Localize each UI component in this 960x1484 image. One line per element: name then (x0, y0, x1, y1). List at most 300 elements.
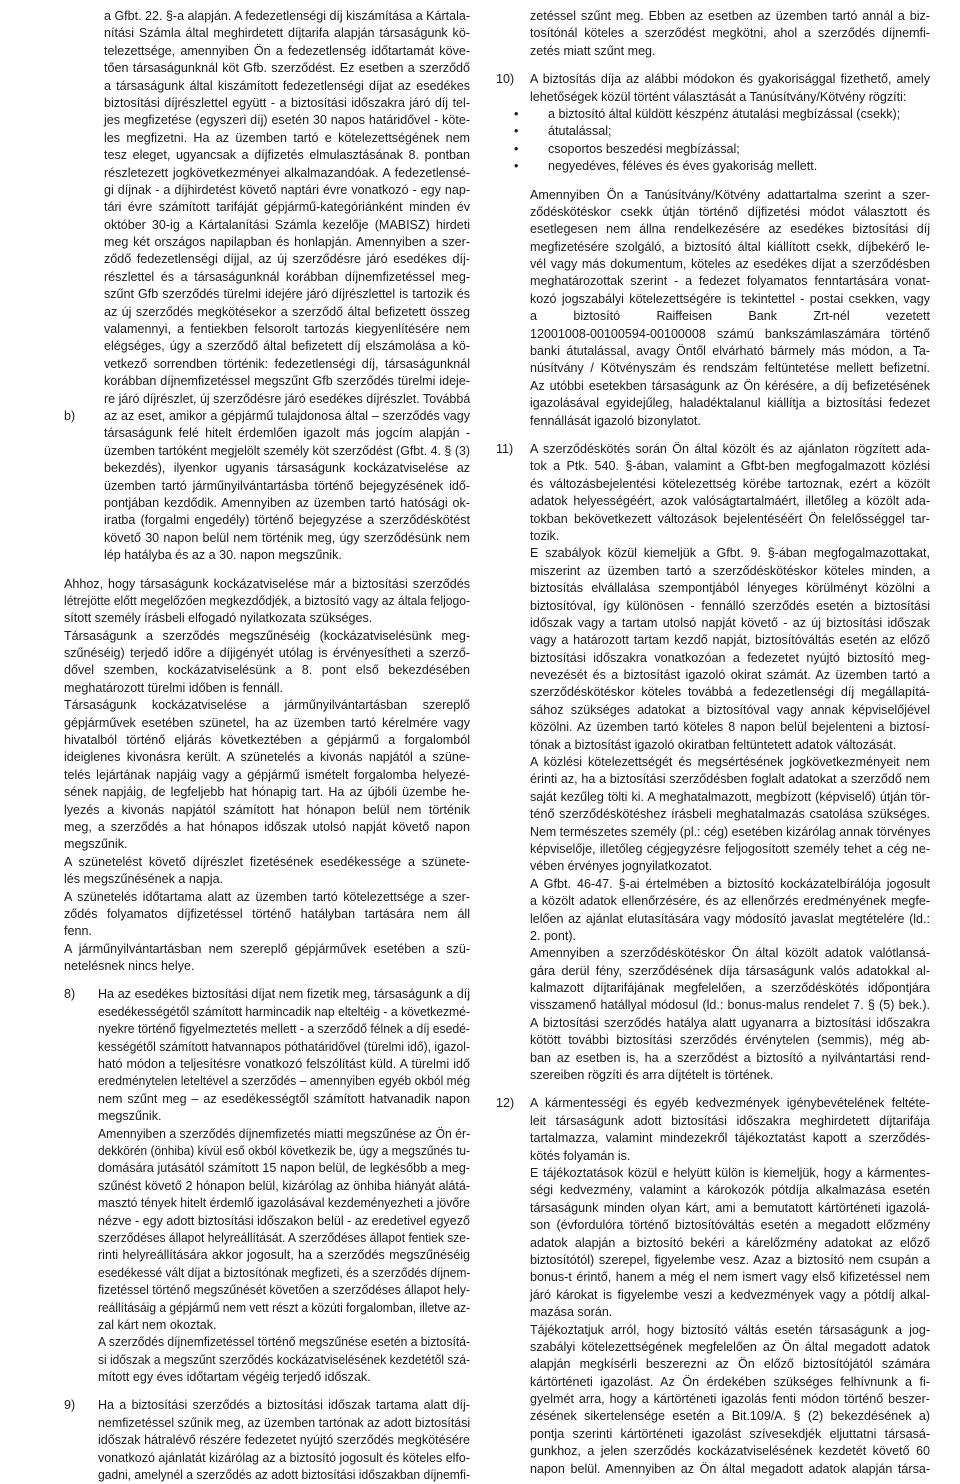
text-line (64, 182, 470, 199)
line-text: biztosítótól) szerepel, figyelembe vesz. Azaz a biztosító nem csupán a (530, 1252, 930, 1267)
line-text: biztosítási időszakra vonatkozóan a fedezetet nyújtó biztosító meg- (530, 650, 930, 665)
line-text: kártörténeti igazolást. Az Ön érdekében szükséges felhívnunk a fi- (530, 1374, 930, 1389)
line-text: közölni. Az üzemben tartó köteles 8 napon belül bejelenteni a biztosí- (530, 720, 930, 735)
text-line (496, 737, 930, 754)
line-text: mazása során. (530, 1305, 613, 1320)
line-text: 12001008-00100594-00100008 számú bankszámlaszámára történő (530, 326, 930, 341)
line-text: E tájékoztatások közül e helyütt külön is kiemeljük, hogy a kármentes- (530, 1166, 930, 1180)
text-line (64, 1091, 470, 1108)
line-text: ződéskötéskor csekk útján történő díjfizetési módot választott és (530, 204, 930, 219)
line-text: igazolásával egyidejűleg, haladéktalanul kiállítja a biztosítási fedezet (530, 396, 930, 411)
text-line (496, 493, 930, 510)
text-line (64, 715, 470, 732)
line-text: korábban díjnemfizetéssel megszűnt Gfb szerződés türelmi ideje- (104, 374, 470, 389)
line-text: szereiben rögzíti és arra díjtételt is történek. (530, 1068, 774, 1083)
line-text: lehetőségek közül történt választását a Tanúsítvány/Kötvény rögzíti: (530, 89, 907, 104)
line-text: szerződéskötéskor köteles továbbá a fedezetlenségi díj megállapítá- (530, 685, 930, 700)
line-text: szűnést követő 2 hónapon belül, kizárólag az önhiba hiányát alátá- (98, 1178, 470, 1193)
text-line (64, 321, 470, 338)
line-text: tően társaságunknál köt Gfb. szerződést. Ez esetben a szerződő (104, 61, 470, 76)
text-line (64, 1432, 470, 1449)
line-text: a társaságunk által kiszámított fedezetlenségi díjat az esedékes (104, 78, 470, 93)
line-text: megszűnik. (64, 837, 128, 852)
line-text: dekkörén (önhiba) kívül eső okból következik be, úgy a megszűnés tu- (98, 1144, 470, 1158)
line-text: meg két országos napilapban és honlapján. Amennyiben a szer- (104, 235, 470, 250)
line-text: meghatározottak szerint - a fedezet folyamatos fenntartására vonat- (530, 274, 930, 289)
text-line (496, 702, 930, 719)
text-line (64, 593, 470, 610)
line-text: miszerint az üzemben tartó a szerződéskötéskor köteles minden, a (530, 563, 930, 578)
paragraph-gap (64, 565, 470, 576)
line-text: követő 30 napon belül nem történik meg, úgy szerződésünk nem (104, 530, 470, 545)
line-text: napon belül. Amennyiben az Ön által megadott adatok alapján társa- (530, 1461, 930, 1476)
text-line (496, 824, 930, 841)
text-line (496, 754, 930, 771)
line-text: Az utóbbi esetekben társaságunk az Ön kérésére, a díj befizetésének (530, 378, 930, 393)
line-text: Nem természetes személy (pl.: cég) esetében kizárólag annak törvényes (530, 824, 930, 839)
line-text: átutalással; (548, 124, 612, 139)
line-text: dővel szemben, kockázatviselésünk a 8. pont első bekezdésében (64, 663, 470, 678)
line-text: október 30-ig a Kártalanítási Számla kezelője (MABISZ) hirdeti (104, 217, 470, 232)
text-line (496, 239, 930, 256)
text-line (64, 1056, 470, 1073)
line-text: tok a Ptk. 540. §-ában, valamint a Gfbt-ben megfogalmazott közlési (530, 459, 930, 474)
text-line (496, 771, 930, 788)
line-text: vében érvényes jognyilatkozatot. (530, 859, 713, 874)
text-line (496, 911, 930, 928)
line-text: részlettel és a társaságunknál korábban díjnemfizetéssel meg- (104, 269, 470, 284)
line-text: A szerződéskötés során Ön által közölt és az ajánlaton rögzített ada- (530, 441, 930, 456)
line-text: nemfizetéssel szűnik meg, az üzemben tartónak az adott biztosítási (98, 1415, 470, 1430)
line-text: visszamenő hatállyal módosul (ld.: bonus-malus rendelet 7. § (5) bek.). (530, 998, 930, 1013)
text-line (496, 1095, 930, 1112)
text-line (496, 1113, 930, 1130)
line-text: tartalmazza, valamint mindezekről tájékoztatást kapott a szerződés- (530, 1131, 930, 1146)
line-text: tokban bekövetkezett változások bejelentéséért Ön felelősséggel tar- (530, 511, 930, 526)
text-line (496, 1050, 930, 1067)
text-line (496, 1426, 930, 1443)
text-line (496, 858, 930, 875)
line-text: társaságunk felé hitelt érdemlően igazolt más jogcím alapján - (104, 426, 470, 441)
text-line (64, 1247, 470, 1264)
line-text: ban az esetben is, ha a szerződést a biztosító a nyilvántartási rend- (530, 1050, 930, 1065)
line-text: eredménytelen leteltével a szerződés – amennyiben egyéb okból még (98, 1074, 470, 1089)
line-text: son (évfordulóra történő biztosítóváltás esetén a megadott előzmény (530, 1218, 930, 1233)
line-text: zésének sikertelensége esetén a Bit.109/A. § (2) bekezdésének a) (530, 1409, 930, 1424)
text-line (64, 889, 470, 906)
text-line (496, 1408, 930, 1425)
line-text: Tájékoztatjuk arról, hogy biztosító váltás esetén társaságunk a jog- (530, 1322, 930, 1337)
line-text: vonatkozó ajánlatát kizárólag az a biztosító jogosult és köteles elfo- (98, 1450, 470, 1465)
line-text: banki átutalással, avagy Öntől elvárható bármely más módon, a Ta- (530, 344, 930, 359)
text-line (496, 598, 930, 615)
line-text: telés lejártának napjáig vagy a gépjármű ismételt forgalomba helyezé- (64, 767, 470, 782)
text-line (496, 980, 930, 997)
text-line (496, 123, 930, 140)
text-line (64, 112, 470, 129)
right-column (496, 8, 930, 1478)
text-line (64, 767, 470, 784)
text-line (496, 1200, 930, 1217)
left-column (64, 8, 470, 1484)
list-marker: 11) (496, 441, 514, 456)
text-line (64, 269, 470, 286)
line-text: megfizetésére szolgáló, a biztosító által kiállított csekk, díjbekérő le- (530, 239, 930, 254)
text-line (496, 1391, 930, 1408)
text-line (496, 141, 930, 158)
bullet-icon: • (514, 159, 519, 174)
text-line (64, 1467, 470, 1484)
text-line (496, 1322, 930, 1339)
text-line (64, 958, 470, 975)
line-text: Ahhoz, hogy társaságunk kockázatviselése már a biztosítási szerződés (64, 576, 470, 591)
text-line (496, 360, 930, 377)
line-text: pontja szerinti kártörténeti igazolást szívesekdjék eljuttatni társasá- (530, 1426, 930, 1441)
line-text: A biztosítási szerződés hatálya alatt ugyanarra a biztosítási időszakra (530, 1015, 930, 1030)
text-line (496, 580, 930, 597)
line-text: kötés folyamán is. (530, 1148, 631, 1163)
line-text: hivatalból történő eljárás következtében a gépjármű a forgalomból (64, 733, 470, 748)
line-text: a biztosító által küldött készpénz átutalási megbízással (csekk); (548, 106, 901, 121)
text-line (64, 25, 470, 42)
line-text: ségi kedvezmény, valamint a károkozók pótdíja alkalmazása esetén (530, 1183, 930, 1198)
line-text: gadni, amelynél a szerződés az adott biztosítási időszakban díjnemfi- (98, 1468, 470, 1483)
text-line (496, 8, 930, 25)
paragraph-gap (64, 1386, 470, 1397)
line-text: a biztosító Raiffeisen Bank Zrt-nél vezetett (530, 309, 930, 324)
text-line (64, 923, 470, 940)
text-line (496, 997, 930, 1014)
line-text: masztó tények hitelt érdemlő igazolásával kezdeményezheti a jövőre (98, 1196, 470, 1211)
text-line (64, 576, 470, 593)
line-text: gunkhoz, a jelen szerződés kockázatviselésének kezdetét követő 60 (530, 1444, 930, 1459)
text-line (496, 291, 930, 308)
text-line (64, 1334, 470, 1351)
text-line (64, 1213, 470, 1230)
line-text: képviselője, illetőleg cégjegyzésre feljogosított személy tehet a cég ne- (530, 841, 930, 856)
text-line (64, 78, 470, 95)
line-text: rinti helyreállítására akkor jogosult, ha a szerződés megszűnéséig (98, 1248, 470, 1263)
line-text: E szabályok közül kiemeljük a Gfbt. 9. §-ában megfogalmazottakat, (530, 546, 930, 561)
line-text: nítási Számla által meghirdetett díjtarifa alapján társaságunk kö- (104, 26, 470, 41)
line-text: Ha a biztosítási szerződés a biztosítási időszak tartama alatt díj- (98, 1398, 470, 1413)
text-line (496, 204, 930, 221)
text-line (496, 928, 930, 945)
line-text: kességétől számított hatvannapos póthatáridővel (türelmi idő), igazol- (98, 1039, 470, 1054)
line-text: lyezés a kivonás napjától számított hat hónapon belül nem történik (64, 802, 470, 817)
text-line (496, 441, 930, 458)
line-text: esedékességétől számított harmincadik nap elteltéig - a következmé- (98, 1004, 470, 1019)
line-text: adatok alapján a biztosító bekéri a kárelőzmény adatokat az előző (530, 1235, 930, 1250)
line-text: megszűnik. (98, 1109, 162, 1124)
text-line (496, 545, 930, 562)
line-text: zal kárt nem okoztak. (98, 1317, 217, 1332)
text-line (64, 854, 470, 871)
text-line (64, 478, 470, 495)
text-line (496, 1165, 930, 1182)
text-line (496, 1130, 930, 1147)
line-text: a közölt adatok ellenőrzésére, és az ellenőrzés eredményének megfe- (530, 894, 930, 909)
text-line (64, 304, 470, 321)
text-line (64, 60, 470, 77)
text-line (496, 963, 930, 980)
line-text: ideiglenes kivonásra került. A szünetelés a kivonás napjától a szüne- (64, 750, 470, 765)
text-line (64, 906, 470, 923)
text-line (496, 343, 930, 360)
text-line (64, 443, 470, 460)
text-line (64, 495, 470, 512)
text-line (64, 251, 470, 268)
line-text: negyedéves, féléves és éves gyakoriság mellett. (548, 159, 818, 174)
text-line (496, 719, 930, 736)
text-line (64, 986, 470, 1003)
line-text: az az eset, amikor a gépjármű tulajdonosa által – szerződés vagy (104, 408, 470, 423)
text-line (496, 1252, 930, 1269)
line-text: társaságunk minden olyan kárt, ami a bemutatott kártörténeti igazolá- (530, 1200, 930, 1215)
line-text: ződő fedezetlenségi díjjal, az új szerződésre járó esedékes díj- (104, 252, 470, 267)
line-text: tosítónál köteles a szerződést megkötni, ahol a szerződés díjnemfi- (530, 26, 930, 41)
line-text: gi díjnak - a díjhirdetést követő naptári évre vonatkozó - egy nap- (104, 182, 470, 197)
text-line (496, 1235, 930, 1252)
line-text: saját kezűleg tölti ki. A meghatalmazott, megbízott (képviselő) útján tör- (530, 789, 930, 804)
line-text: A szünetelést követő díjrészlet fizetésének esedékessége a szünete- (64, 854, 470, 869)
list-marker: 10) (496, 72, 515, 87)
text-line (496, 43, 930, 60)
line-text: A biztosítás díja az alábbi módokon és gyakorisággal fizethető, amely (530, 72, 930, 87)
line-text: időszak vagy a tartam utolsó napját követő - az új biztosítási időszak (530, 615, 930, 630)
text-line (496, 187, 930, 204)
line-text: núsítvány / Kötvényszám és rendszám feltüntetése mellett befizetni. (530, 361, 930, 376)
text-line (64, 1126, 470, 1143)
text-line (496, 650, 930, 667)
line-text: meghatározott türelmi időben is fennáll. (64, 680, 283, 695)
text-line (64, 645, 470, 662)
paragraph-gap (496, 176, 930, 187)
text-line (64, 1039, 470, 1056)
text-line (64, 356, 470, 373)
line-text: iratba (forgalmi engedély) történő bejegyzése a szerződéskötést (104, 513, 470, 528)
line-text: nézve - egy adott biztosítási időszakon belül - az eredetivel egyező (98, 1213, 470, 1228)
line-text: nem szűnt meg – az esedékességtől számított hatvanadik napon (98, 1091, 470, 1106)
text-line (496, 876, 930, 893)
line-text: biztosítási díjrészlettel együtt - a biztosítási időszakra járó díj tel- (104, 95, 470, 110)
line-text: A járműnyilvántartásban nem szereplő gépjárművek esetében a szü- (64, 941, 470, 956)
text-line (64, 784, 470, 801)
text-line (496, 413, 930, 430)
line-text: elégséges, úgy a szerződő által befizetett díj elszámolása a kö- (104, 339, 470, 354)
text-line (496, 1443, 930, 1460)
text-line (64, 165, 470, 182)
line-text: lés megszűnésének a napja. (64, 872, 224, 887)
text-line (496, 1356, 930, 1373)
line-text: kalmazott díjtarifájának megfelelően, a szerződéskötés időpontjára (530, 981, 930, 996)
text-line (496, 395, 930, 412)
text-line (64, 610, 470, 627)
text-line (64, 1230, 470, 1247)
text-line (496, 1374, 930, 1391)
text-line (64, 1108, 470, 1125)
text-line (64, 1300, 470, 1317)
line-text: pontjában kezdődik. Amennyiben az üzemben tartó hatósági ok- (104, 495, 470, 510)
list-marker: b) (64, 408, 76, 423)
line-text: szűnt Gfb szerződés türelmi idejére járó díjrészlettel is tartozik és (104, 287, 470, 302)
text-line (64, 1160, 470, 1177)
text-line (64, 512, 470, 529)
line-text: szűnéséig) terjedő időre a díjigényét utólag is érvényesítheti a szerző- (64, 646, 470, 661)
text-line (64, 1004, 470, 1021)
text-line (496, 273, 930, 290)
line-text: időszak hátralévő részére fedezetet nyújtó szerződés megkötésére (98, 1433, 470, 1448)
text-line (64, 391, 470, 408)
text-line (64, 749, 470, 766)
line-text: tónak a biztosítást igazoló okiratban feltüntetett adatok változását. (530, 737, 897, 752)
list-marker: 12) (496, 1096, 515, 1111)
line-text: leit társaságunk adott biztosítási időszakra meghirdetett díjtarifája (530, 1113, 930, 1128)
line-text: A kármentességi és egyéb kedvezmények igénybevételének feltéte- (530, 1096, 930, 1111)
line-text: nyekre történő figyelmeztetés mellett - a szerződő félnek a díj esedé- (98, 1022, 470, 1037)
line-text: Társaságunk kockázatviselése a járműnyilvántartásban szereplő (64, 698, 470, 713)
line-text: lép hatályba és az a 30. napon megszűnik. (104, 548, 342, 563)
line-text: esedékessé vált díjat a biztosítónak megfizeti, és a szerződés díjnem- (98, 1265, 470, 1280)
text-line (64, 547, 470, 564)
text-line (496, 841, 930, 858)
line-text: tesz eleget, ugyancsak a díjfizetés elmulasztásának 8. pontban (104, 148, 470, 163)
line-text: fennállását igazoló bizonylatot. (530, 413, 701, 428)
line-text: üzemben tartóként megjelölt személy köt szerződést (Gfbt. 4. § (3) (104, 443, 470, 458)
line-text: szerződéses állapot helyreállítását. A szerződéses állapot fentiek sze- (98, 1230, 470, 1245)
text-line (496, 458, 930, 475)
text-line (496, 308, 930, 325)
list-marker: 9) (64, 1398, 76, 1413)
line-text: sének napjáig, de legfeljebb hat hónapig tart. Ha az újbóli üzembe he- (64, 785, 470, 800)
line-text: domására jutásától számított 15 napon belül, de legkésőbb a meg- (98, 1161, 470, 1176)
line-text: sított személy írásbeli elfogadó nyilatkozata szükséges. (64, 611, 373, 626)
text-line (496, 1148, 930, 1165)
line-text: telezettsége, amennyiben Ön a fedezetlenség időtartamát köve- (104, 43, 470, 58)
line-text: részletezett jogkövetkezményei alkalmazandóak. A fedezetlensé- (104, 165, 470, 180)
line-text: biztosítás elvállalása szempontjából lényeges körülményt közölni a (530, 581, 930, 596)
line-text: A szünetelés időtartama alatt az üzemben tartó kötelezettsége a szer- (64, 889, 470, 904)
line-text: Amennyiben a szerződés díjnemfizetés miatti megszűnése az Ön ér- (98, 1126, 470, 1141)
line-text: Társaságunk a szerződés megszűnéséig (kockázatviselésünk meg- (64, 628, 470, 643)
line-text: érinti az, ha a biztosítási szerződésben foglalt adatokat a szerződő nem (530, 772, 930, 787)
text-line (64, 697, 470, 714)
line-text: ténő szerződéskötéshez írásbeli meghatalmazás csatolása szükséges. (530, 807, 930, 822)
line-text: ható módon a teljesítésre vonatkozó felszólítást küld. A türelmi idő (98, 1057, 470, 1072)
text-line (496, 25, 930, 42)
text-line (496, 945, 930, 962)
line-text: vetkező sorrendben történik: fedezetlenségi díj, társaságunknál (104, 356, 470, 371)
text-line (496, 221, 930, 238)
line-text: csoportos beszedési megbízással; (548, 141, 740, 156)
text-line (64, 1195, 470, 1212)
text-line (64, 1450, 470, 1467)
text-line (64, 1397, 470, 1414)
line-text: fenn. (64, 924, 92, 939)
paragraph-gap (496, 1084, 930, 1095)
text-line (496, 71, 930, 88)
text-line (64, 286, 470, 303)
line-text: üzemben tartó járműnyilvántartásba történő bejegyzésének idő- (104, 478, 470, 493)
line-text: járó károkat is figyelembe veszi a kedvezmények vagy a pótdíj alkal- (530, 1287, 930, 1302)
bullet-icon: • (514, 124, 519, 139)
bullet-icon: • (514, 141, 519, 156)
line-text: vél vagy más dokumentum, köteles az esedékes díjat a szerződésben (530, 257, 930, 272)
text-line (64, 836, 470, 853)
text-line (64, 1265, 470, 1282)
text-line (496, 806, 930, 823)
line-text: mított egy éves időtartam végéig terjedő időszak. (98, 1370, 371, 1385)
line-text: zetés miatt szűnt meg. (530, 43, 656, 58)
line-text: gyelmét arra, hogy a kártörténeti igazolás fenti módon történő beszer- (530, 1392, 930, 1407)
paragraph-gap (64, 975, 470, 986)
line-text: kozó jogszabályi kötelezettségére is tekintettel - postai csekken, vagy (530, 291, 930, 306)
text-line (64, 819, 470, 836)
line-text: fizetéssel történő megszűnését követően a szerződéses állapot hely- (98, 1283, 470, 1298)
text-line (496, 89, 930, 106)
text-line (496, 256, 930, 273)
line-text: Amennyiben Ön a Tanúsítvány/Kötvény adattartalma szerint a szer- (530, 187, 930, 202)
text-line (496, 476, 930, 493)
text-line (496, 326, 930, 343)
paragraph-gap (496, 430, 930, 441)
line-text: zetéssel szűnt meg. Ebben az esetben az üzemben tartó annál a biz- (530, 9, 930, 23)
line-text: sához szükséges adatokat a biztosítóval vagy annak képviselőjével (530, 702, 930, 717)
text-line (496, 1269, 930, 1286)
line-text: ződés folyamatos díjfizetéssel történő hatályban tartására nem áll (64, 906, 470, 921)
text-line (64, 1073, 470, 1090)
text-line (496, 632, 930, 649)
line-text: alapján megkísérli beszerezni az Ön előző biztosítójától számára (530, 1357, 930, 1372)
line-text: Ha az esedékes biztosítási díjat nem fizetik meg, társaságunk a díj (98, 987, 470, 1002)
list-marker: 8) (64, 987, 76, 1002)
line-text: bekezdés), ilyenkor ugyanis társaságunk kockázatviselése az (104, 461, 470, 476)
line-text: netelésnek nincs helye. (64, 959, 195, 974)
text-line (496, 106, 930, 123)
text-line (64, 1143, 470, 1160)
line-text: nevezését és a biztosítást igazoló okirat számát. Az üzemben tartó a (530, 668, 930, 683)
line-text: biztosítóval, így különösen - fennálló szerződés esetén a biztosítási (530, 598, 930, 613)
line-text: tozik. (530, 528, 560, 543)
line-text: a Gfbt. 22. §-a alapján. A fedezetlenségi díj kiszámítása a Kártala- (104, 9, 470, 23)
text-line (496, 789, 930, 806)
line-text: kötött további biztosítási szerződés érvénytelen (semmis), még ab- (530, 1033, 930, 1048)
text-line (64, 147, 470, 164)
line-text: si időszak a megszűnt szerződés kockázatviselésének kezdetétől szá- (98, 1352, 470, 1367)
text-line (496, 615, 930, 632)
line-text: valamennyi, a fentiekben felsorolt tartozás kiegyenlítésére nem (104, 322, 470, 337)
line-text: gépjárművek esetében szünetel, ha az üzemben tartó kérelmére vagy (64, 715, 470, 730)
bullet-icon: • (514, 106, 519, 121)
text-line (64, 941, 470, 958)
line-text: létrejötte előtt megelőzően megkezdődjék, a biztosító vagy az általa feljogo- (64, 593, 470, 608)
line-text: 2. pont). (530, 928, 577, 943)
text-line (64, 425, 470, 442)
text-line (496, 1287, 930, 1304)
text-line (496, 563, 930, 580)
text-line (496, 667, 930, 684)
line-text: Amennyiben a szerződéskötéskor Ön által közölt adatok valótlansá- (530, 946, 930, 961)
text-line (64, 460, 470, 477)
line-text: esetlegesen nem állna rendelkezésére az esedékes biztosítási díj (530, 222, 930, 237)
text-line (496, 1067, 930, 1084)
text-line (496, 1339, 930, 1356)
text-line (496, 893, 930, 910)
text-line (496, 1304, 930, 1321)
line-text: gára derül fény, szerződésének díja társaságunk valós adatokkal al- (530, 963, 930, 978)
text-line (496, 511, 930, 528)
line-text: re járó díjrészlet, új szerződésre járó esedékes díjrészlet. Továbbá (104, 391, 470, 406)
